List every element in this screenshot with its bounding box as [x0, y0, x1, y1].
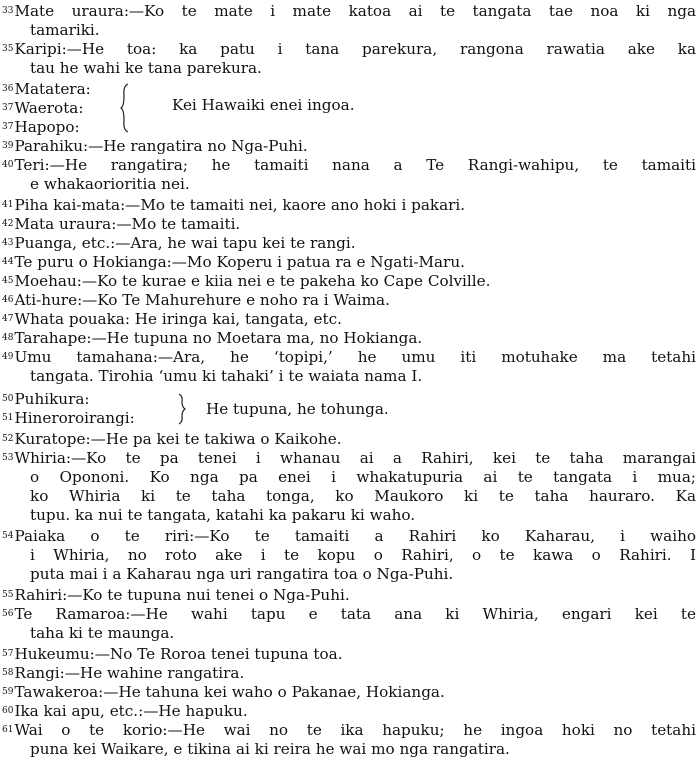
entry-continuation: tamariki. — [30, 21, 100, 39]
entry-line: 36Matatera: — [2, 80, 91, 98]
entry-continuation: e whakaorioritia nei. — [30, 175, 190, 193]
entry-continuation: tau he wahi ke tana parekura. — [30, 59, 262, 77]
entry-continuation: ko Whiria ki te taha tonga, ko Maukoro ki te taha hauraro. Ka — [30, 487, 696, 505]
entry-continuation: taha ki te maunga. — [30, 624, 175, 642]
entry-line: 57Hukeumu:—No Te Roroa tenei tupuna toa. — [2, 645, 343, 663]
entry-line: 58Rangi:—He wahine rangatira. — [2, 664, 245, 682]
entry-continuation: puna kei Waikare, e tikina ai ki reira he wai mo nga rangatira. — [30, 740, 510, 758]
entry-line: 33Mate uraura:—Ko te mate i mate katoa ai te tangata tae noa ki nga — [2, 2, 696, 20]
entry-line: 45Moehau:—Ko te kurae e kiia nei e te pakeha ko Cape Colville. — [2, 272, 491, 290]
entry-continuation: tangata. Tirohia ‘umu ki tahaki’ i te waiata nama I. — [30, 367, 423, 385]
entry-line: 46Ati-hure:—Ko Te Mahurehure e noho ra i Waima. — [2, 291, 390, 309]
entry-line: 44Te puru o Hokianga:—Mo Koperu i patua ra e Ngati-Maru. — [2, 253, 465, 271]
entry-line: 60Ika kai apu, etc.:—He hapuku. — [2, 702, 248, 720]
group-note-hawaiki: Kei Hawaiki enei ingoa. — [172, 96, 355, 114]
entry-continuation: o Opononi. Ko nga pa enei i whakatupuria ai te tangata i mua; — [30, 468, 696, 486]
entry-line: 50Puhikura: — [2, 390, 90, 408]
entry-line: 53Whiria:—Ko te pa tenei i whanau ai a Rahiri, kei te taha marangai — [2, 449, 696, 467]
entry-line: 49Umu tamahana:—Ara, he ‘topipi,’ he umu iti motuhake ma tetahi — [2, 348, 697, 366]
entry-line: 48Tarahape:—He tupuna no Moetara ma, no Hokianga. — [2, 329, 423, 347]
entry-continuation: i Whiria, no roto ake i te kopu o Rahiri, o te kawa o Rahiri. I — [30, 546, 696, 564]
entry-line: 51Hineroroirangi: — [2, 409, 135, 427]
entry-line: 43Puanga, etc.:—Ara, he wai tapu kei te rangi. — [2, 234, 356, 252]
entry-line: 52Kuratope:—He pa kei te takiwa o Kaikohe. — [2, 430, 342, 448]
entry-line: 61Wai o te korio:—He wai no te ika hapuku; he ingoa hoki no tetahi — [2, 721, 696, 739]
entry-line: 37Hapopo: — [2, 118, 80, 136]
entry-continuation: tupu. ka nui te tangata, katahi ka pakaru ki waho. — [30, 506, 416, 524]
entry-line: 39Parahiku:—He rangatira no Nga-Puhi. — [2, 137, 308, 155]
entry-line: 47Whata pouaka: He iringa kai, tangata, etc. — [2, 310, 342, 328]
brace-icon — [118, 82, 132, 134]
entry-line: 37Waerota: — [2, 99, 84, 117]
entry-line: 55Rahiri:—Ko te tupuna nui tenei o Nga-Puhi. — [2, 586, 350, 604]
entry-line: 59Tawakeroa:—He tahuna kei waho o Pakanae, Hokianga. — [2, 683, 445, 701]
entry-line: 35Karipi:—He toa: ka patu i tana parekura, rangona rawatia ake ka — [2, 40, 696, 58]
group-note-tohunga: He tupuna, he tohunga. — [206, 400, 389, 418]
entry-line: 42Mata uraura:—Mo te tamaiti. — [2, 215, 241, 233]
entry-line: 54Paiaka o te riri:—Ko te tamaiti a Rahiri ko Kaharau, i waiho — [2, 527, 696, 545]
entry-continuation: puta mai i a Kaharau nga uri rangatira toa o Nga-Puhi. — [30, 565, 454, 583]
entry-line: 40Teri:—He rangatira; he tamaiti nana a Te Rangi-wahipu, te tamaiti — [2, 156, 696, 174]
entry-line: 56Te Ramaroa:—He wahi tapu e tata ana ki Whiria, engari kei te — [2, 605, 696, 623]
brace-icon — [176, 392, 188, 426]
entry-line: 41Piha kai-mata:—Mo te tamaiti nei, kaore ano hoki i pakari. — [2, 196, 466, 214]
